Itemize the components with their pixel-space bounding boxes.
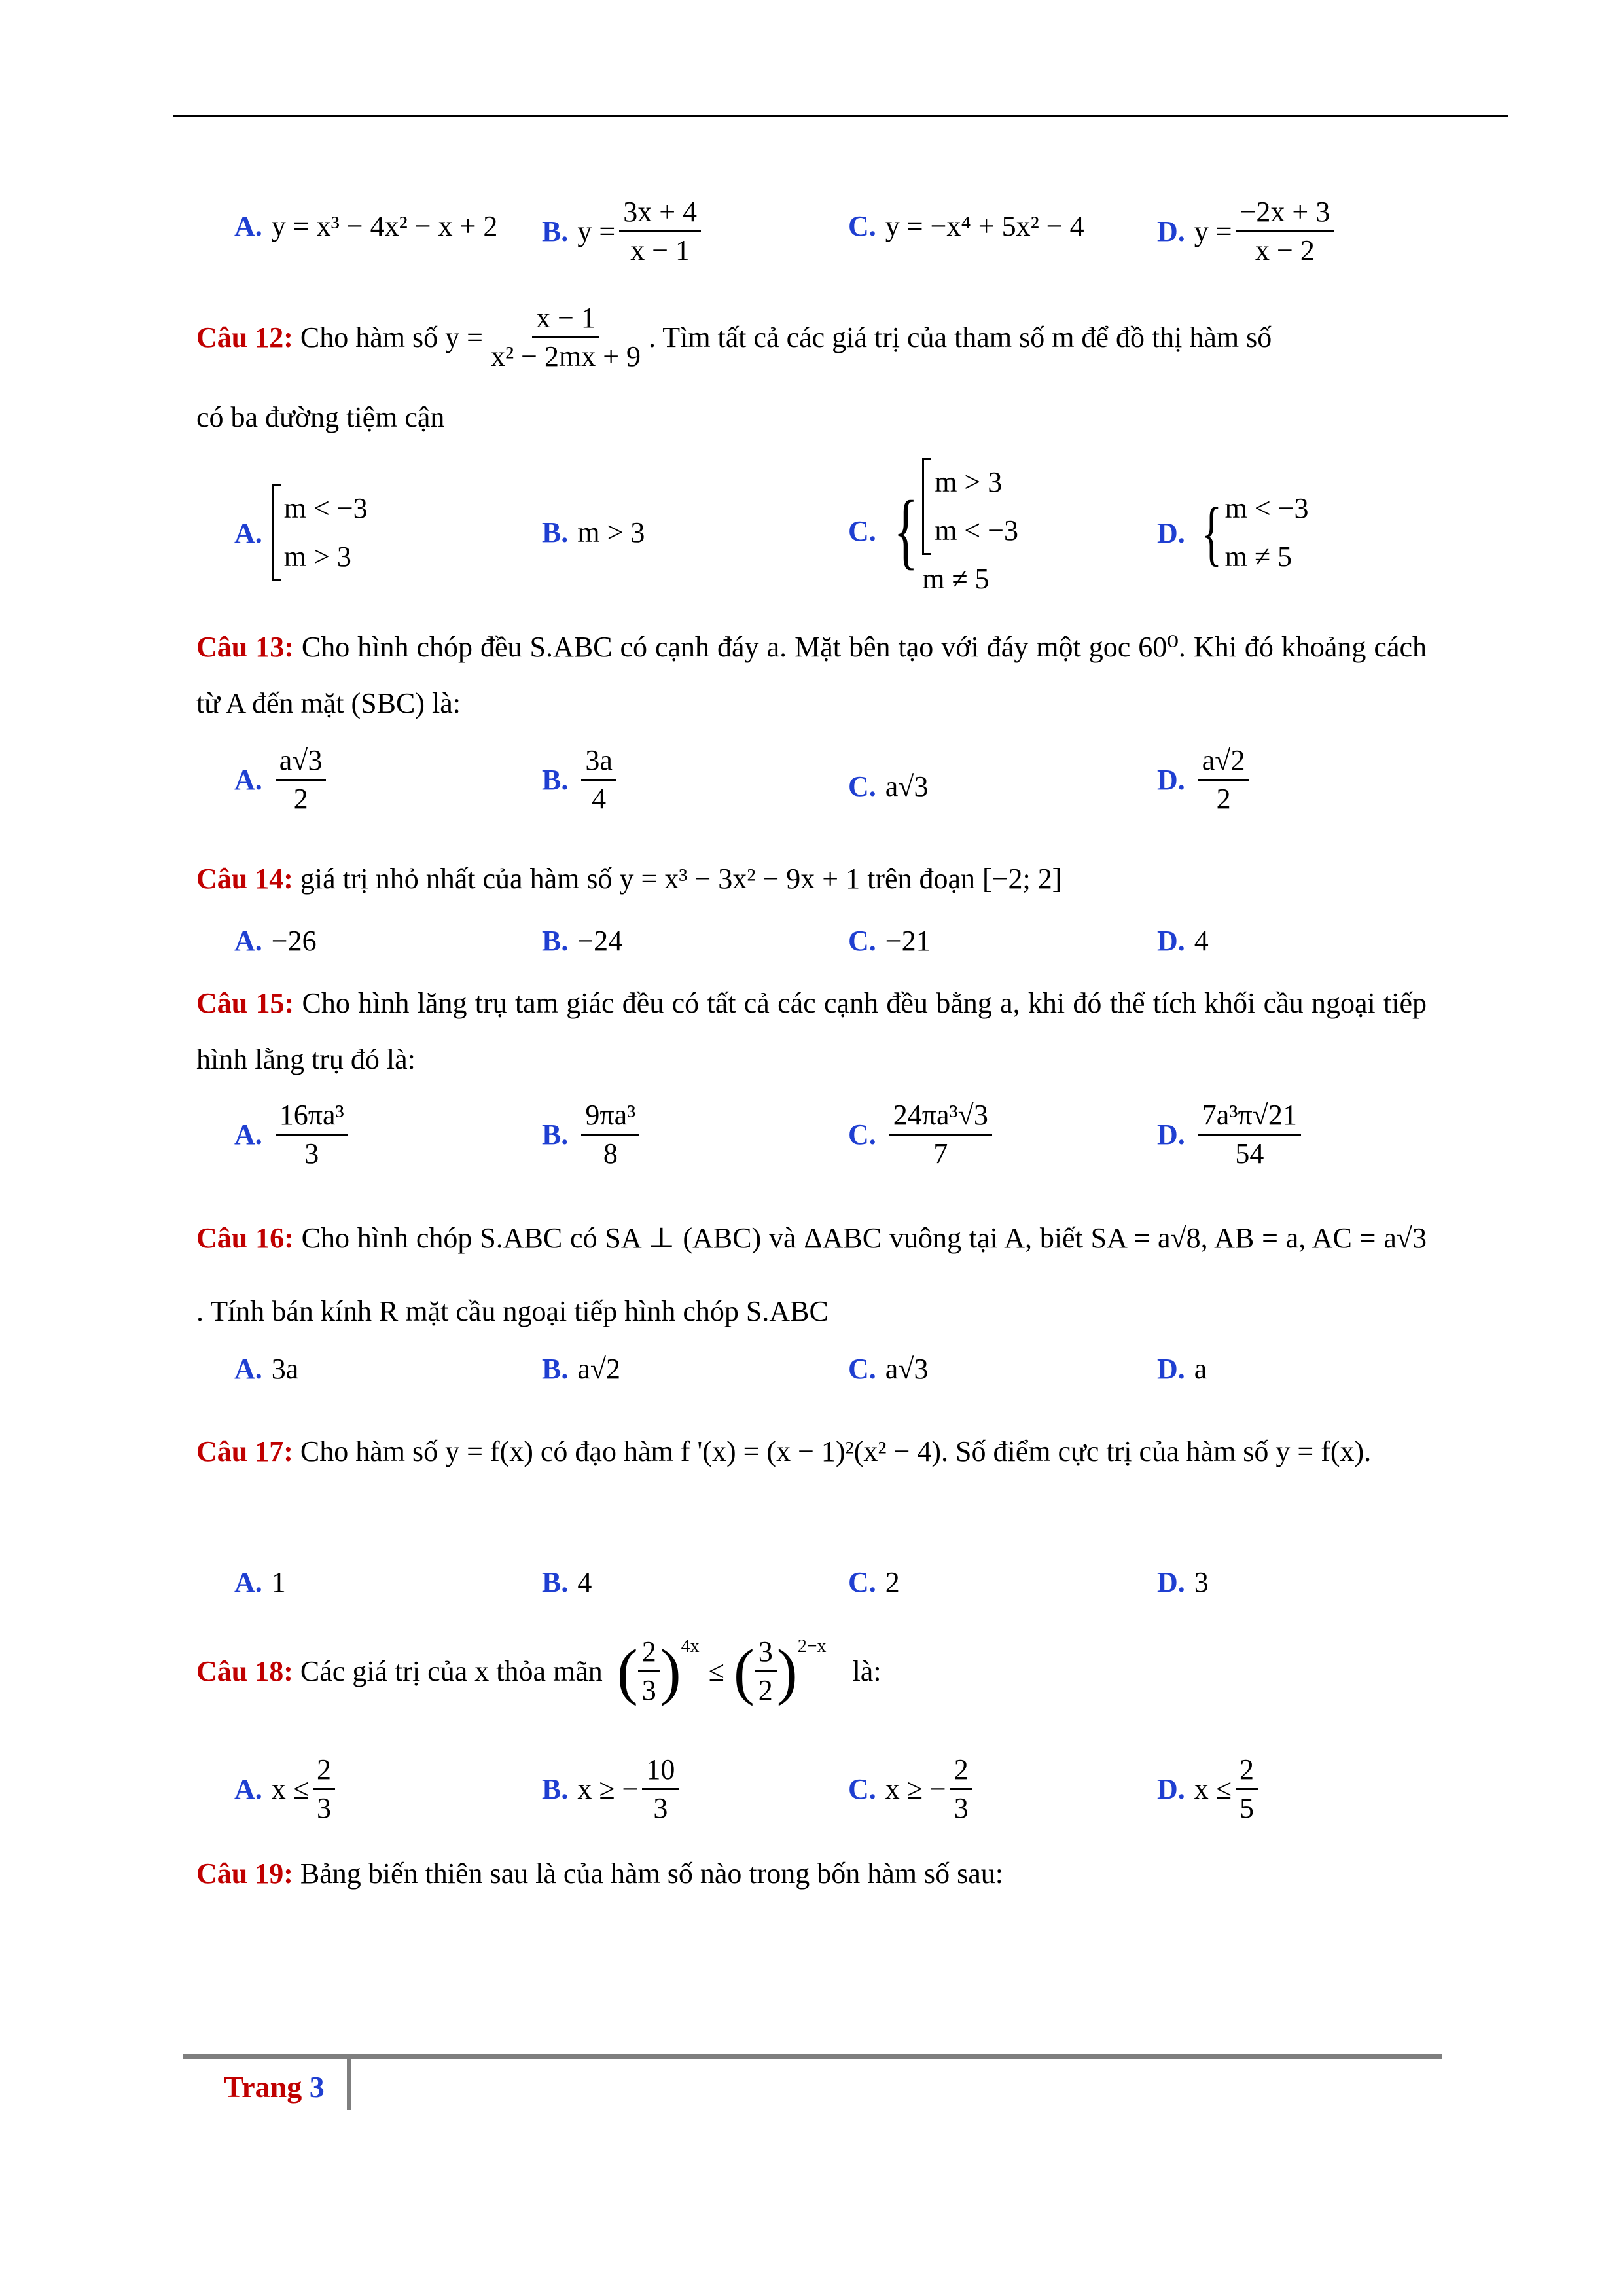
q16-option-a[interactable] — [234, 1352, 298, 1386]
question-label: Câu 13: — [196, 631, 294, 663]
left-brace-icon: { — [893, 484, 918, 578]
q11-option-b[interactable] — [542, 196, 705, 267]
option-lhs: x ≥ − — [885, 1773, 946, 1806]
option-text: 3 — [1194, 1566, 1209, 1598]
fraction — [276, 745, 327, 816]
footer-label: Trang — [224, 2070, 302, 2104]
q12-option-d[interactable] — [1157, 484, 1308, 581]
fraction — [1198, 745, 1249, 816]
option-label: D. — [1157, 925, 1185, 957]
question-label: Câu 16: — [196, 1222, 294, 1254]
q14-option-a[interactable] — [234, 924, 317, 958]
denominator: 2 — [758, 1674, 773, 1707]
q18-option-a[interactable] — [234, 1754, 339, 1825]
denominator: x² − 2mx + 9 — [490, 340, 641, 373]
condition: m > 3 — [935, 466, 1003, 498]
q15-option-a[interactable] — [234, 1100, 352, 1170]
denominator: x − 1 — [630, 234, 690, 267]
option-lhs: x ≥ − — [577, 1773, 639, 1806]
q15-option-c[interactable] — [848, 1100, 996, 1170]
numerator: 3x + 4 — [619, 196, 701, 232]
option-label: C. — [848, 925, 876, 957]
option-label: B. — [542, 1119, 569, 1151]
fraction — [755, 1636, 777, 1707]
question-label: Câu 14: — [196, 863, 293, 895]
brace-system — [1194, 484, 1309, 581]
condition: m < −3 — [283, 492, 368, 524]
question-text: Cho hình chóp S.ABC có SA ⊥ (ABC) và ΔABC vuông tại A, biết SA = a√8, AB = a, AC = a√3 . Tính bán kính R mặt cầu ngoại tiếp hình chóp S.ABC — [196, 1222, 1427, 1327]
q14-option-b[interactable] — [542, 924, 622, 958]
q12-stem-line2: có ba đường tiệm cận — [196, 401, 445, 433]
right-paren-icon: ) — [776, 1636, 798, 1706]
option-text: a√3 — [885, 770, 929, 802]
question-label: Câu 15: — [196, 987, 294, 1019]
q13-option-d[interactable] — [1157, 745, 1253, 816]
option-lhs: y = — [577, 215, 616, 248]
option-text: 4 — [1194, 925, 1209, 957]
q15-option-d[interactable] — [1157, 1100, 1305, 1170]
brace-system — [885, 458, 1018, 603]
brace-body — [922, 458, 1018, 603]
page-number: 3 — [309, 2070, 325, 2104]
option-label: B. — [542, 1353, 569, 1385]
brace-body — [1225, 484, 1309, 581]
option-text: y = −x⁴ + 5x² − 4 — [885, 210, 1084, 242]
numerator: 2 — [1236, 1754, 1258, 1790]
fraction — [276, 1100, 348, 1170]
option-text: a√3 — [885, 1353, 929, 1385]
denominator: 2 — [1216, 783, 1231, 816]
question-text: Cho hình lăng trụ tam giác đều có tất cả các cạnh đều bằng a, khi đó thể tích khối cầu ngoại tiếp hình lằng trụ đó là: — [196, 987, 1427, 1075]
option-label: B. — [542, 1566, 569, 1598]
bracket-system — [272, 484, 368, 581]
q11-option-d[interactable] — [1157, 196, 1338, 267]
option-lhs: x ≤ — [271, 1773, 309, 1806]
numerator: 16πa³ — [276, 1100, 348, 1136]
option-text: 3a — [271, 1353, 299, 1385]
fraction — [889, 1100, 992, 1170]
option-text: 2 — [885, 1566, 900, 1598]
option-text: m > 3 — [577, 516, 645, 548]
numerator: 24πa³√3 — [889, 1100, 992, 1136]
fraction — [1198, 1100, 1301, 1170]
bracket-system — [922, 458, 1018, 555]
question-text: Các giá trị của x thỏa mãn — [300, 1655, 603, 1688]
q15-option-b[interactable] — [542, 1100, 643, 1170]
condition: m ≠ 5 — [922, 563, 990, 595]
numerator: −2x + 3 — [1236, 196, 1334, 232]
q17-option-c[interactable] — [848, 1566, 900, 1599]
q14-option-c[interactable] — [848, 924, 931, 958]
q11-option-c[interactable] — [848, 209, 1084, 243]
relation: ≤ — [708, 1655, 724, 1688]
option-label: A. — [234, 1566, 262, 1598]
exponent: 2−x — [797, 1636, 827, 1657]
option-label: B. — [542, 925, 569, 957]
q13-option-a[interactable] — [234, 745, 330, 816]
denominator: 2 — [293, 783, 308, 816]
denominator: 3 — [316, 1792, 331, 1825]
option-lhs: y = — [1194, 215, 1232, 248]
right-paren-icon: ) — [660, 1636, 681, 1706]
option-label: A. — [234, 925, 262, 957]
option-label: D. — [1157, 1773, 1185, 1806]
denominator: x − 2 — [1255, 234, 1315, 267]
question-label: Câu 18: — [196, 1655, 293, 1688]
denominator: 3 — [653, 1792, 668, 1825]
q18-stem — [196, 1636, 882, 1707]
question-label: Câu 19: — [196, 1857, 293, 1890]
option-label: B. — [542, 764, 569, 797]
fraction — [642, 1754, 679, 1825]
question-text: giá trị nhỏ nhất của hàm số y = x³ − 3x² − 9x + 1 trên đoạn [−2; 2] — [300, 863, 1062, 895]
q12-option-c[interactable] — [848, 458, 1018, 603]
option-label: C. — [848, 1773, 876, 1806]
option-label: D. — [1157, 516, 1185, 549]
q12-option-b[interactable] — [542, 516, 645, 549]
fraction — [1236, 1754, 1258, 1825]
q16-stem — [196, 1202, 1427, 1348]
q14-stem — [196, 851, 1427, 907]
q16-option-b[interactable] — [542, 1352, 620, 1386]
q11-option-a[interactable] — [234, 209, 497, 243]
question-text: . Tìm tất cả các giá trị của tham số m để đồ thị hàm số — [649, 321, 1272, 354]
q17-option-b[interactable] — [542, 1566, 592, 1599]
numerator: 3 — [755, 1636, 777, 1672]
fraction — [581, 1100, 639, 1170]
footer-rule — [183, 2054, 1442, 2059]
footer-divider — [347, 2054, 351, 2110]
numerator: a√3 — [276, 745, 327, 781]
q19-stem — [196, 1846, 1427, 1902]
option-label: C. — [848, 210, 876, 242]
option-label: A. — [234, 1119, 262, 1151]
denominator: 5 — [1239, 1792, 1254, 1825]
denominator: 7 — [933, 1138, 948, 1170]
option-label: D. — [1157, 1353, 1185, 1385]
option-label: A. — [234, 1773, 262, 1806]
option-lhs: x ≤ — [1194, 1773, 1232, 1806]
numerator: 2 — [950, 1754, 972, 1790]
option-text: a — [1194, 1353, 1207, 1385]
question-text: là: — [852, 1655, 882, 1688]
question-text: Cho hàm số y = f(x) có đạo hàm f '(x) = (x − 1)²(x² − 4). Số điểm cực trị của hàm số y = f(x). — [300, 1435, 1372, 1467]
q18-option-c[interactable] — [848, 1754, 976, 1825]
question-label: Câu 12: — [196, 321, 293, 354]
numerator: 10 — [642, 1754, 679, 1790]
denominator: 54 — [1235, 1138, 1264, 1170]
q12-stem-line1 — [196, 302, 1272, 373]
option-label: A. — [234, 210, 262, 242]
equation-lhs: y = — [445, 321, 483, 354]
exponent: 4x — [681, 1636, 700, 1657]
denominator: 3 — [641, 1674, 656, 1707]
left-paren-icon: ( — [733, 1636, 755, 1706]
option-label: C. — [848, 770, 876, 802]
fraction — [638, 1636, 660, 1707]
option-label: C. — [848, 1566, 876, 1598]
denominator: 3 — [954, 1792, 969, 1825]
option-label: A. — [234, 1353, 262, 1385]
question-text: Cho hàm số — [300, 321, 438, 354]
numerator: x − 1 — [532, 302, 599, 338]
q18-option-b[interactable] — [542, 1754, 683, 1825]
denominator: 4 — [592, 783, 607, 816]
question-text: Cho hình chóp đều S.ABC có cạnh đáy a. Mặt bên tạo với đáy một goc 60⁰. Khi đó khoảng cách từ A đến mặt (SBC) là: — [196, 631, 1427, 719]
q13-stem — [196, 619, 1427, 732]
option-label: D. — [1157, 764, 1185, 797]
numerator: a√2 — [1198, 745, 1249, 781]
option-label: A. — [234, 764, 262, 797]
q16-option-d[interactable] — [1157, 1352, 1207, 1386]
option-label: D. — [1157, 215, 1185, 248]
denominator: 8 — [603, 1138, 618, 1170]
left-brace-icon: { — [1201, 493, 1222, 573]
numerator: 3a — [581, 745, 616, 781]
q18-option-d[interactable] — [1157, 1754, 1262, 1825]
option-text: −24 — [577, 925, 623, 957]
option-text: a√2 — [577, 1353, 621, 1385]
fraction — [619, 196, 701, 267]
left-paren-icon: ( — [616, 1636, 638, 1706]
numerator: 7a³π√21 — [1198, 1100, 1301, 1136]
q13-option-c[interactable] — [848, 770, 928, 803]
option-label: C. — [848, 1119, 876, 1151]
condition: m > 3 — [283, 541, 351, 573]
q17-option-a[interactable] — [234, 1566, 286, 1599]
condition: m < −3 — [935, 514, 1019, 547]
denominator: 3 — [304, 1138, 319, 1170]
option-label: D. — [1157, 1566, 1185, 1598]
page-footer — [224, 2070, 325, 2104]
condition: m < −3 — [1224, 492, 1309, 524]
numerator: 2 — [313, 1754, 335, 1790]
q14-option-d[interactable] — [1157, 924, 1209, 958]
q16-option-c[interactable] — [848, 1352, 928, 1386]
option-text: −26 — [271, 925, 317, 957]
option-label: B. — [542, 516, 569, 548]
q17-option-d[interactable] — [1157, 1566, 1209, 1599]
fraction — [487, 302, 645, 373]
question-label: Câu 17: — [196, 1435, 293, 1467]
q17-stem — [196, 1414, 1427, 1490]
fraction — [313, 1754, 335, 1825]
question-text: Bảng biến thiên sau là của hàm số nào trong bốn hàm số sau: — [300, 1857, 1004, 1890]
fraction — [1236, 196, 1334, 267]
condition: m ≠ 5 — [1224, 541, 1292, 573]
option-text: y = x³ − 4x² − x + 2 — [271, 210, 498, 242]
option-label: B. — [542, 215, 569, 248]
option-label: D. — [1157, 1119, 1185, 1151]
option-text: 1 — [271, 1566, 286, 1598]
q13-option-b[interactable] — [542, 745, 620, 816]
q15-stem — [196, 975, 1427, 1088]
option-label: A. — [234, 516, 262, 549]
header-rule — [173, 115, 1508, 117]
option-label: B. — [542, 1773, 569, 1806]
fraction — [950, 1754, 972, 1825]
q12-option-a[interactable] — [234, 484, 368, 581]
numerator: 2 — [638, 1636, 660, 1672]
option-label: C. — [848, 1353, 876, 1385]
option-text: −21 — [885, 925, 931, 957]
numerator: 9πa³ — [581, 1100, 639, 1136]
fraction — [581, 745, 616, 816]
option-label: C. — [848, 514, 876, 547]
option-text: 4 — [577, 1566, 592, 1598]
